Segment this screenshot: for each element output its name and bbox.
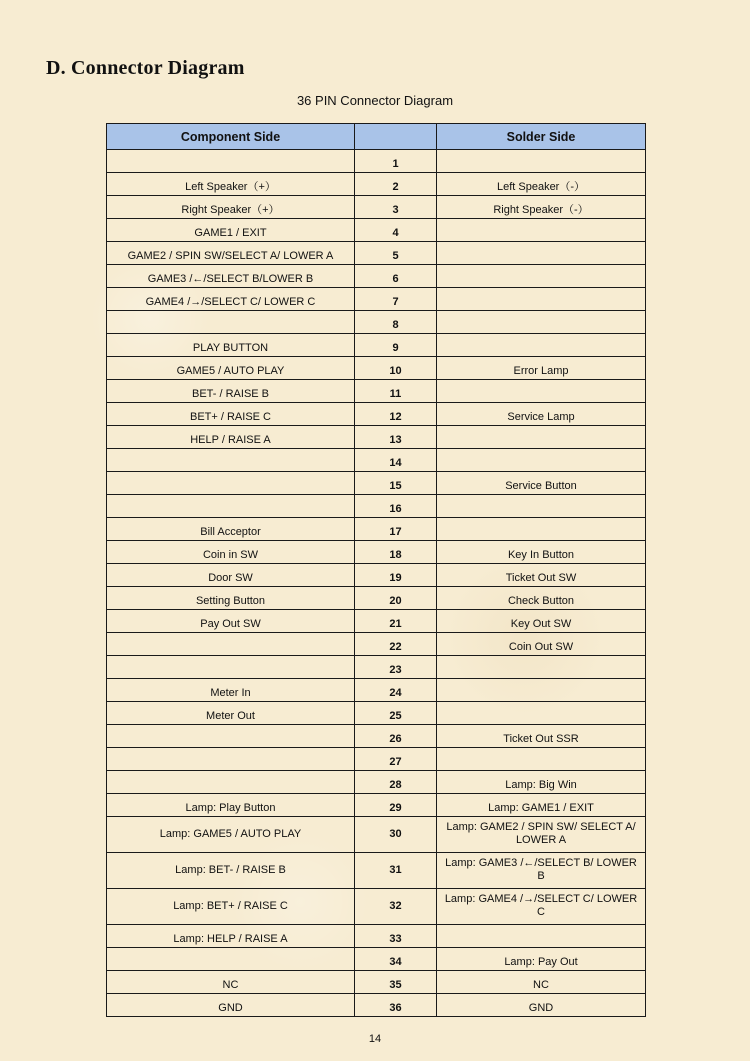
page-number: 14	[368, 1033, 382, 1045]
solder-side-cell: Right Speaker（-）	[437, 196, 646, 219]
solder-side-cell: Ticket Out SSR	[437, 725, 646, 748]
solder-side-cell	[437, 288, 646, 311]
component-side-cell: HELP / RAISE A	[107, 426, 355, 449]
solder-side-cell: Lamp: GAME1 / EXIT	[437, 794, 646, 817]
solder-side-cell	[437, 748, 646, 771]
component-side-cell: Left Speaker（+）	[107, 173, 355, 196]
pin-number-cell: 9	[355, 334, 437, 357]
component-side-cell: GAME1 / EXIT	[107, 219, 355, 242]
component-side-cell: Meter In	[107, 679, 355, 702]
solder-side-cell	[437, 380, 646, 403]
table-row	[107, 196, 646, 219]
pin-number-cell: 33	[355, 925, 437, 948]
solder-side-cell	[437, 219, 646, 242]
component-side-cell: GAME3 /←/SELECT B/LOWER B	[107, 265, 355, 288]
section-heading: D. Connector Diagram	[46, 57, 245, 79]
pin-number-cell: 1	[355, 150, 437, 173]
component-side-cell: Lamp: Play Button	[107, 794, 355, 817]
pin-number-cell: 23	[355, 656, 437, 679]
table-row	[107, 265, 646, 288]
table-row	[107, 219, 646, 242]
component-side-cell	[107, 449, 355, 472]
solder-side-cell	[437, 150, 646, 173]
pin-number-cell: 18	[355, 541, 437, 564]
solder-side-header: Solder Side	[437, 124, 646, 150]
pin-number-cell: 7	[355, 288, 437, 311]
solder-side-cell: GND	[437, 994, 646, 1017]
component-side-cell	[107, 311, 355, 334]
component-side-cell: Setting Button	[107, 587, 355, 610]
pin-number-cell: 31	[355, 853, 437, 889]
solder-side-cell: Error Lamp	[437, 357, 646, 380]
solder-side-cell: Service Lamp	[437, 403, 646, 426]
pin-number-cell: 24	[355, 679, 437, 702]
component-side-cell: Lamp: BET+ / RAISE C	[107, 889, 355, 925]
diagram-title: 36 PIN Connector Diagram	[296, 93, 454, 108]
solder-side-cell: NC	[437, 971, 646, 994]
table-row	[107, 679, 646, 702]
pin-number-cell: 34	[355, 948, 437, 971]
table-row	[107, 889, 646, 925]
table-row	[107, 656, 646, 679]
table-row	[107, 771, 646, 794]
pin-number-cell: 28	[355, 771, 437, 794]
component-side-cell: NC	[107, 971, 355, 994]
solder-side-cell	[437, 334, 646, 357]
table-row	[107, 334, 646, 357]
table-row	[107, 403, 646, 426]
table-row	[107, 702, 646, 725]
component-side-cell: Lamp: BET- / RAISE B	[107, 853, 355, 889]
solder-side-cell: Left Speaker（-）	[437, 173, 646, 196]
component-side-cell	[107, 656, 355, 679]
component-side-cell: GAME5 / AUTO PLAY	[107, 357, 355, 380]
pin-number-cell: 22	[355, 633, 437, 656]
pin-number-cell: 3	[355, 196, 437, 219]
solder-side-cell: Key Out SW	[437, 610, 646, 633]
pin-number-cell: 19	[355, 564, 437, 587]
table-row	[107, 426, 646, 449]
component-side-cell: Lamp: GAME5 / AUTO PLAY	[107, 817, 355, 853]
pin-number-cell: 21	[355, 610, 437, 633]
component-side-cell: PLAY BUTTON	[107, 334, 355, 357]
table-row	[107, 817, 646, 853]
component-side-cell: BET- / RAISE B	[107, 380, 355, 403]
table-row	[107, 725, 646, 748]
table-row	[107, 150, 646, 173]
component-side-cell: Lamp: HELP / RAISE A	[107, 925, 355, 948]
solder-side-cell: Lamp: GAME2 / SPIN SW/ SELECT A/ LOWER A	[437, 817, 646, 853]
component-side-cell: GND	[107, 994, 355, 1017]
component-side-cell	[107, 748, 355, 771]
solder-side-cell: Ticket Out SW	[437, 564, 646, 587]
table-row	[107, 380, 646, 403]
component-side-header: Component Side	[107, 124, 355, 150]
solder-side-cell	[437, 925, 646, 948]
component-side-cell	[107, 771, 355, 794]
table-row	[107, 948, 646, 971]
pin-number-cell: 25	[355, 702, 437, 725]
component-side-cell: GAME2 / SPIN SW/SELECT A/ LOWER A	[107, 242, 355, 265]
component-side-cell	[107, 948, 355, 971]
solder-side-cell: Key In Button	[437, 541, 646, 564]
pin-number-cell: 11	[355, 380, 437, 403]
solder-side-cell: Service Button	[437, 472, 646, 495]
pin-number-cell: 36	[355, 994, 437, 1017]
component-side-cell: Pay Out SW	[107, 610, 355, 633]
pin-number-cell: 8	[355, 311, 437, 334]
table-row	[107, 925, 646, 948]
pin-number-cell: 6	[355, 265, 437, 288]
solder-side-cell	[437, 495, 646, 518]
table-row	[107, 495, 646, 518]
component-side-cell	[107, 472, 355, 495]
pin-header	[355, 124, 437, 150]
pin-number-cell: 17	[355, 518, 437, 541]
table-row	[107, 587, 646, 610]
pin-number-cell: 10	[355, 357, 437, 380]
table-row	[107, 971, 646, 994]
table-row	[107, 853, 646, 889]
component-side-cell: GAME4 /→/SELECT C/ LOWER C	[107, 288, 355, 311]
pin-number-cell: 20	[355, 587, 437, 610]
solder-side-cell	[437, 265, 646, 288]
component-side-cell	[107, 150, 355, 173]
solder-side-cell: Lamp: Big Win	[437, 771, 646, 794]
pin-number-cell: 30	[355, 817, 437, 853]
table-row	[107, 541, 646, 564]
solder-side-cell	[437, 311, 646, 334]
component-side-cell: Door SW	[107, 564, 355, 587]
table-row	[107, 288, 646, 311]
table-row	[107, 518, 646, 541]
pin-number-cell: 16	[355, 495, 437, 518]
component-side-cell: Coin in SW	[107, 541, 355, 564]
pin-number-cell: 12	[355, 403, 437, 426]
component-side-cell: Right Speaker（+）	[107, 196, 355, 219]
component-side-cell	[107, 725, 355, 748]
solder-side-cell	[437, 656, 646, 679]
table-row	[107, 311, 646, 334]
pin-number-cell: 29	[355, 794, 437, 817]
table-row	[107, 748, 646, 771]
component-side-cell	[107, 633, 355, 656]
solder-side-cell: Coin Out SW	[437, 633, 646, 656]
table-row	[107, 357, 646, 380]
pin-number-cell: 32	[355, 889, 437, 925]
solder-side-cell	[437, 449, 646, 472]
component-side-cell: Bill Acceptor	[107, 518, 355, 541]
solder-side-cell	[437, 702, 646, 725]
solder-side-cell	[437, 518, 646, 541]
table-row	[107, 173, 646, 196]
table-row	[107, 794, 646, 817]
solder-side-cell	[437, 679, 646, 702]
table-row	[107, 472, 646, 495]
component-side-cell: Meter Out	[107, 702, 355, 725]
connector-table	[106, 123, 646, 1017]
solder-side-cell: Lamp: GAME3 /←/SELECT B/ LOWER B	[437, 853, 646, 889]
solder-side-cell: Lamp: Pay Out	[437, 948, 646, 971]
pin-number-cell: 27	[355, 748, 437, 771]
solder-side-cell	[437, 426, 646, 449]
table-row	[107, 449, 646, 472]
solder-side-cell: Lamp: GAME4 /→/SELECT C/ LOWER C	[437, 889, 646, 925]
pin-number-cell: 4	[355, 219, 437, 242]
pin-number-cell: 13	[355, 426, 437, 449]
pin-number-cell: 15	[355, 472, 437, 495]
pin-number-cell: 2	[355, 173, 437, 196]
pin-number-cell: 5	[355, 242, 437, 265]
solder-side-cell: Check Button	[437, 587, 646, 610]
table-row	[107, 242, 646, 265]
pin-number-cell: 26	[355, 725, 437, 748]
table-row	[107, 994, 646, 1017]
solder-side-cell	[437, 242, 646, 265]
table-row	[107, 564, 646, 587]
component-side-cell	[107, 495, 355, 518]
pin-number-cell: 35	[355, 971, 437, 994]
table-row	[107, 610, 646, 633]
table-header-row	[107, 124, 646, 150]
pin-number-cell: 14	[355, 449, 437, 472]
table-row	[107, 633, 646, 656]
component-side-cell: BET+ / RAISE C	[107, 403, 355, 426]
